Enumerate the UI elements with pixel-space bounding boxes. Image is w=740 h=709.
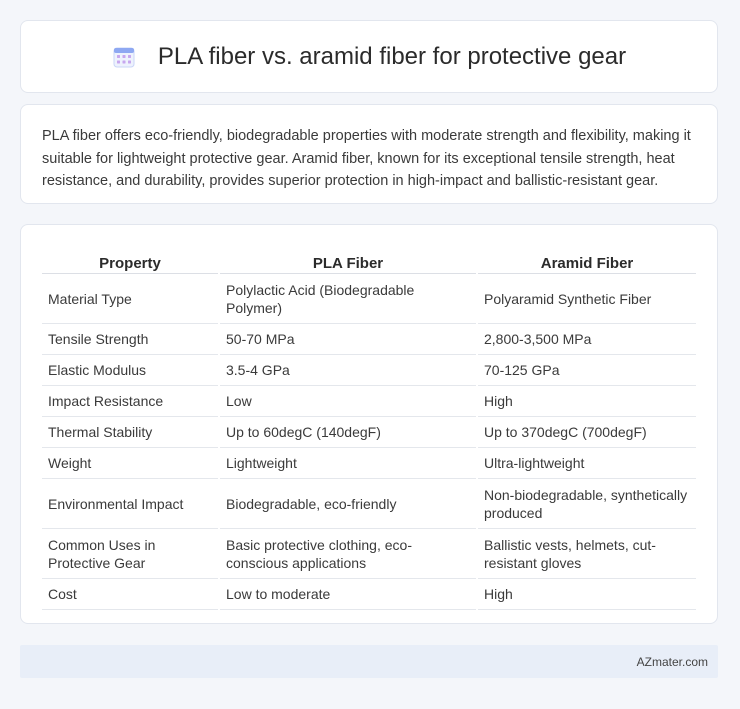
aramid-cell: Non-biodegradable, synthetically produced <box>478 479 696 529</box>
property-cell: Environmental Impact <box>42 479 218 529</box>
header-pla-fiber: PLA Fiber <box>220 245 476 274</box>
table-row <box>42 386 696 417</box>
page-title: PLA fiber vs. aramid fiber for protective gear <box>157 42 627 70</box>
footer-brand: AZmater.com <box>636 654 708 669</box>
pla-cell: Up to 60degC (140degF) <box>220 417 476 448</box>
table-row <box>42 479 696 529</box>
aramid-cell: Up to 370degC (700degF) <box>478 417 696 448</box>
table-row <box>42 529 696 579</box>
comparison-table <box>40 245 698 610</box>
property-cell: Tensile Strength <box>42 324 218 355</box>
table-row <box>42 417 696 448</box>
table-header-row <box>42 245 696 274</box>
pla-cell: Low <box>220 386 476 417</box>
table-row <box>42 355 696 386</box>
pla-cell: Biodegradable, eco-friendly <box>220 479 476 529</box>
aramid-cell: High <box>478 579 696 610</box>
intro-card <box>20 104 718 204</box>
property-cell: Common Uses in Protective Gear <box>42 529 218 579</box>
pla-cell: 50-70 MPa <box>220 324 476 355</box>
aramid-cell: 70-125 GPa <box>478 355 696 386</box>
table-row <box>42 324 696 355</box>
aramid-cell: Ballistic vests, helmets, cut-resistant gloves <box>478 529 696 579</box>
pla-cell: Lightweight <box>220 448 476 479</box>
property-cell: Weight <box>42 448 218 479</box>
property-cell: Elastic Modulus <box>42 355 218 386</box>
property-cell: Material Type <box>42 274 218 324</box>
aramid-cell: 2,800-3,500 MPa <box>478 324 696 355</box>
footer <box>20 645 718 678</box>
aramid-cell: High <box>478 386 696 417</box>
pla-cell: 3.5-4 GPa <box>220 355 476 386</box>
header-aramid-fiber: Aramid Fiber <box>478 245 696 274</box>
property-cell: Impact Resistance <box>42 386 218 417</box>
pla-cell: Low to moderate <box>220 579 476 610</box>
table-row <box>42 579 696 610</box>
aramid-cell: Polyaramid Synthetic Fiber <box>478 274 696 324</box>
pla-cell: Basic protective clothing, eco-conscious applications <box>220 529 476 579</box>
aramid-cell: Ultra-lightweight <box>478 448 696 479</box>
intro-paragraph: PLA fiber offers eco-friendly, biodegradable properties with moderate strength and flexibility, making it suitable for lightweight protective gear. Aramid fiber, known for its exceptional tensile strength, heat resistance, and durability, provides superior protection in high-impact and ballistic-resistant gear. <box>42 128 691 189</box>
comparison-table-card <box>20 224 718 624</box>
calendar-grid-icon <box>112 45 136 69</box>
table-row <box>42 274 696 324</box>
pla-cell: Polylactic Acid (Biodegradable Polymer) <box>220 274 476 324</box>
property-cell: Thermal Stability <box>42 417 218 448</box>
header-property: Property <box>42 245 218 274</box>
property-cell: Cost <box>42 579 218 610</box>
table-row <box>42 448 696 479</box>
title-card <box>20 20 718 93</box>
